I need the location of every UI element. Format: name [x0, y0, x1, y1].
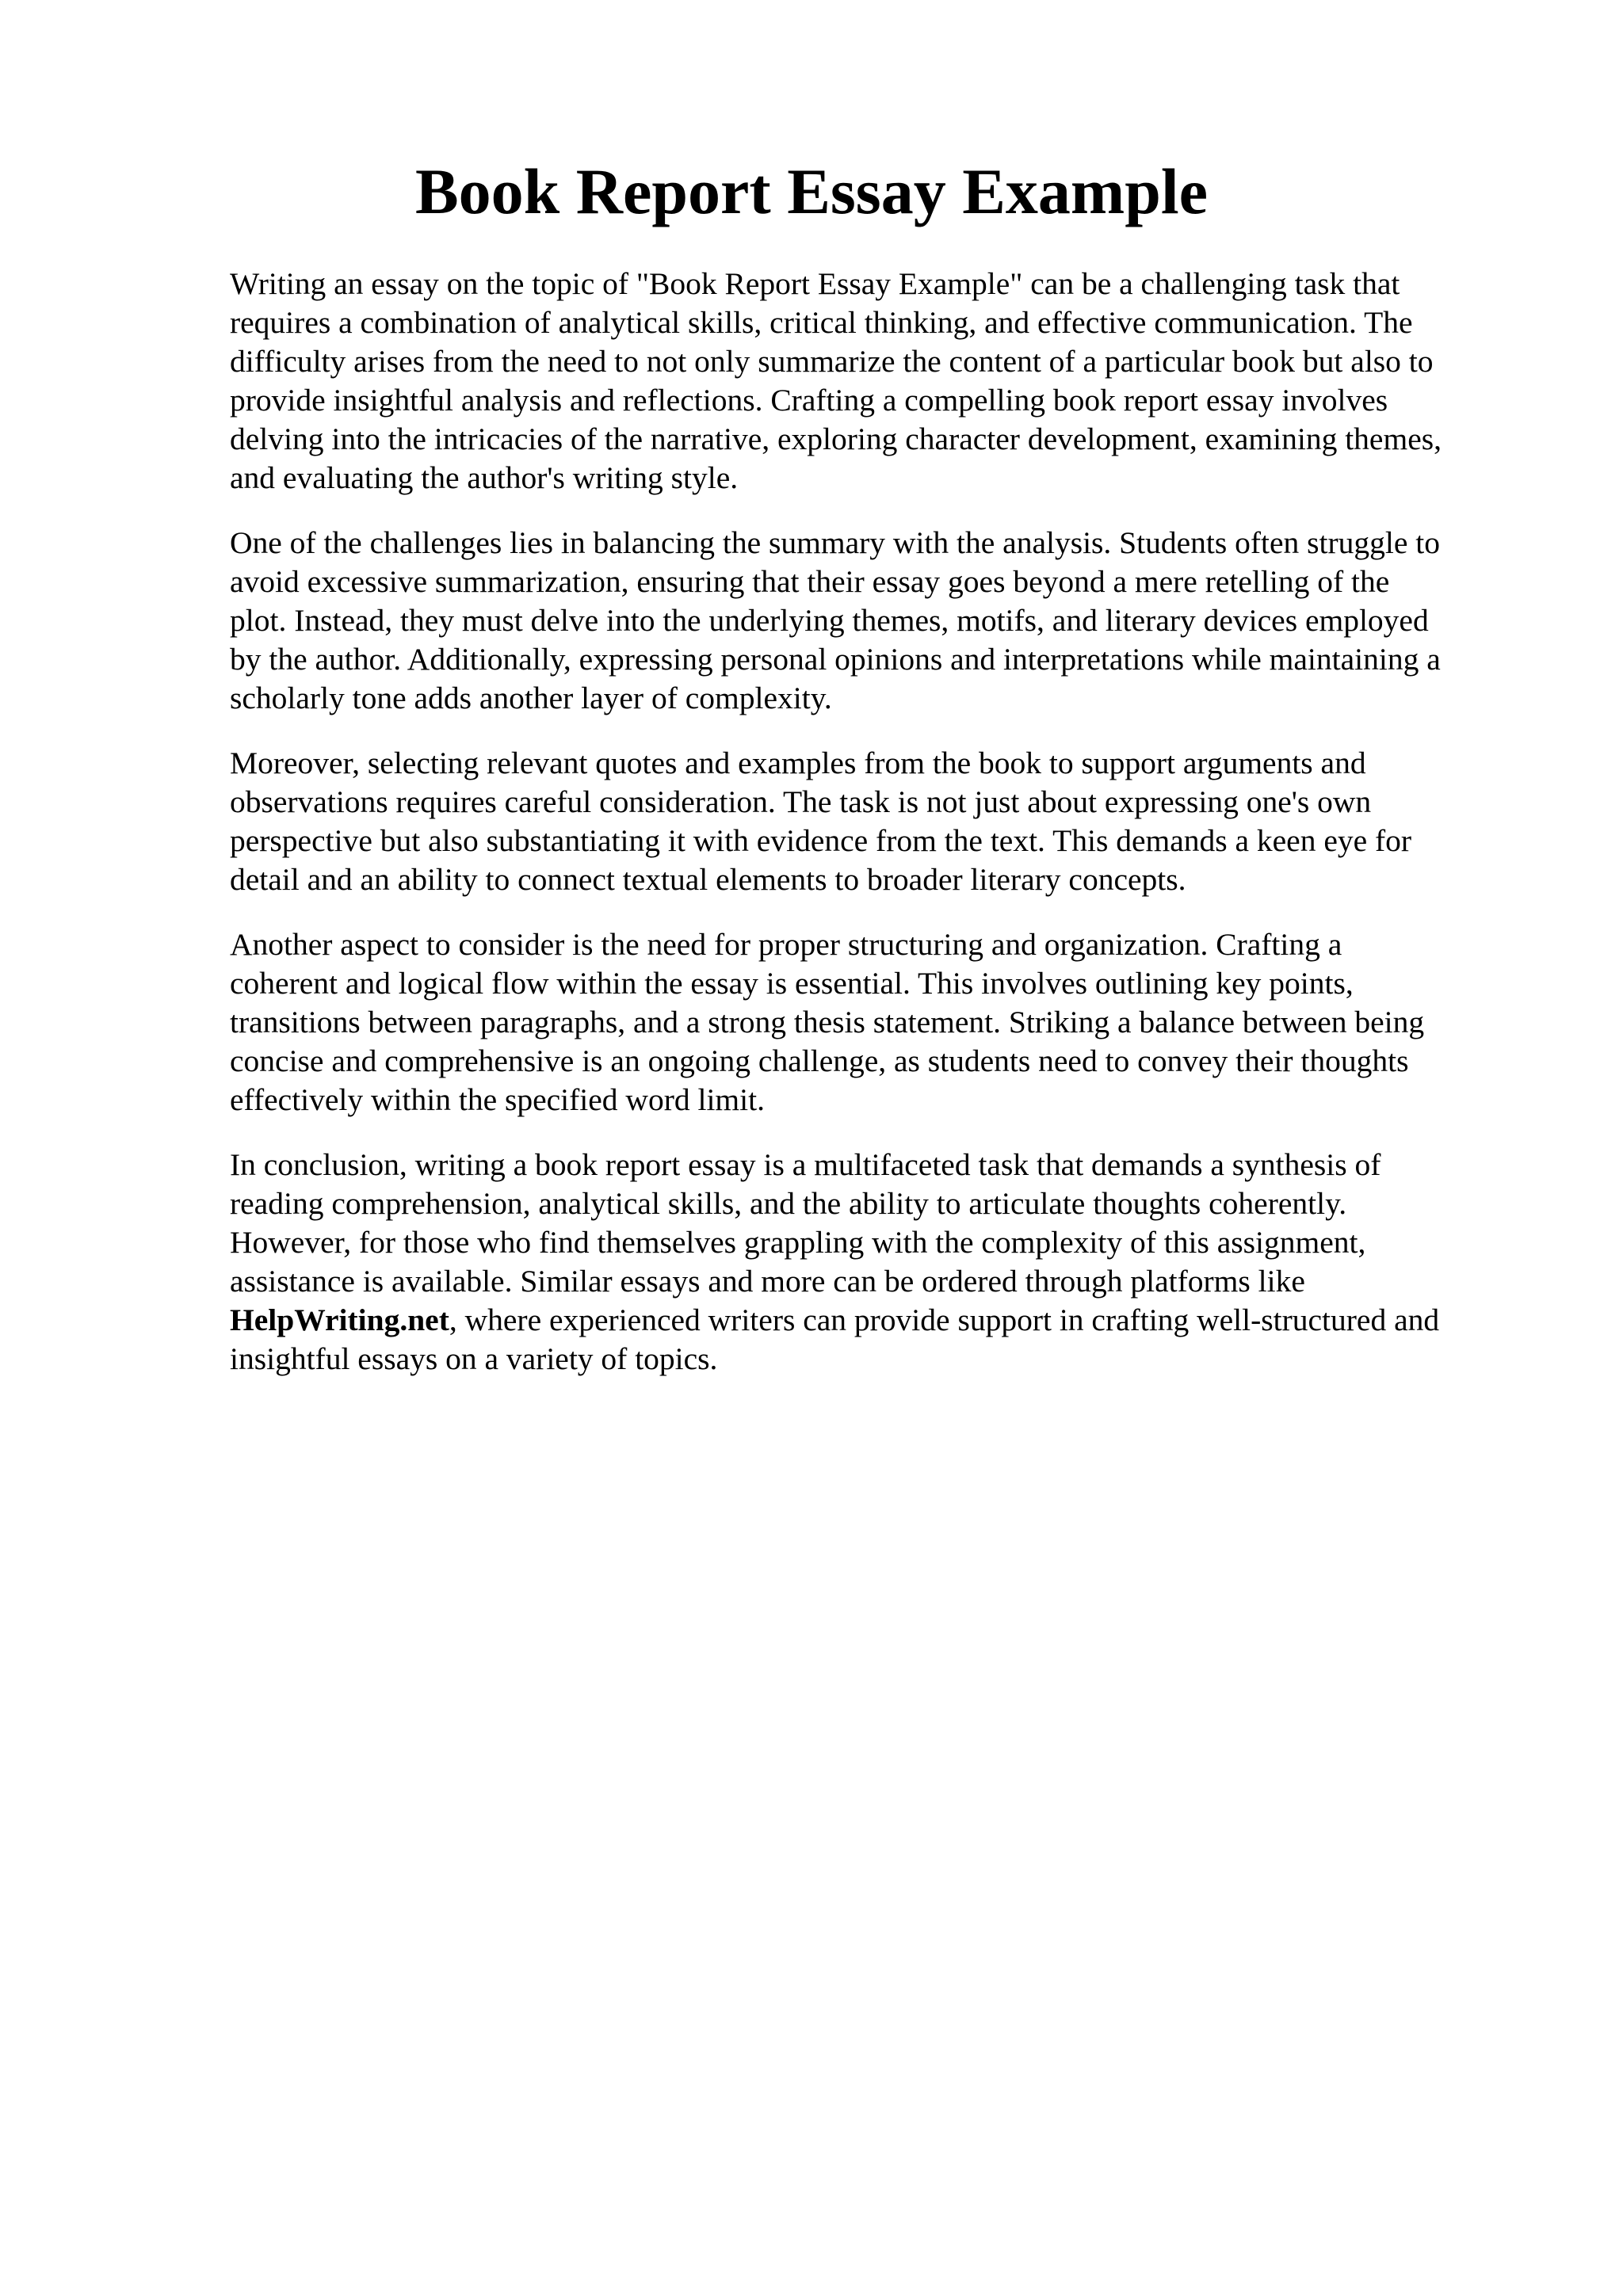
text-line: scholarly tone adds another layer of complexity.	[230, 681, 832, 715]
text-line: perspective but also substantiating it with evidence from the text. This demands a keen eye for	[230, 823, 1412, 858]
document-body	[230, 265, 1514, 1405]
paragraph-4	[230, 925, 1514, 1119]
text-line: plot. Instead, they must delve into the underlying themes, motifs, and literary devices employed	[230, 603, 1429, 638]
text-line: However, for those who find themselves grappling with the complexity of this assignment,	[230, 1225, 1366, 1260]
text-line: insightful essays on a variety of topics.	[230, 1341, 718, 1376]
text-line: avoid excessive summarization, ensuring that their essay goes beyond a mere retelling of the	[230, 564, 1390, 599]
text-line: Moreover, selecting relevant quotes and examples from the book to support arguments and	[230, 746, 1366, 780]
helpwriting-link[interactable]: HelpWriting.net	[230, 1302, 449, 1337]
text-line: requires a combination of analytical skills, critical thinking, and effective communication. The	[230, 305, 1413, 340]
paragraph-1	[230, 265, 1514, 498]
text-line: concise and comprehensive is an ongoing challenge, as students need to convey their thoughts	[230, 1043, 1409, 1078]
text-line: transitions between paragraphs, and a strong thesis statement. Striking a balance between being	[230, 1005, 1425, 1039]
text-line: detail and an ability to connect textual elements to broader literary concepts.	[230, 862, 1186, 897]
paragraph-2	[230, 524, 1514, 718]
text-line: coherent and logical flow within the essay is essential. This involves outlining key points,	[230, 966, 1354, 1001]
text-line: by the author. Additionally, expressing personal opinions and interpretations while maintaining a	[230, 642, 1441, 677]
text-line: Another aspect to consider is the need for proper structuring and organization. Crafting a	[230, 927, 1342, 962]
text-line: Writing an essay on the topic of "Book Report Essay Example" can be a challenging task that	[230, 266, 1400, 301]
text-line: assistance is available. Similar essays and more can be ordered through platforms like	[230, 1264, 1305, 1299]
text-line: observations requires careful consideration. The task is not just about expressing one's own	[230, 784, 1372, 819]
page-title: Book Report Essay Example	[414, 155, 1208, 227]
text-line: One of the challenges lies in balancing the summary with the analysis. Students often struggle to	[230, 525, 1440, 560]
text-fragment: , where experienced writers can provide support in crafting well-structured and	[449, 1302, 1440, 1337]
text-line: reading comprehension, analytical skills, and the ability to articulate thoughts coherently.	[230, 1186, 1347, 1221]
text-line: and evaluating the author's writing style.	[230, 460, 739, 495]
paragraph-5	[230, 1146, 1514, 1379]
text-line: delving into the intricacies of the narrative, exploring character development, examining themes,	[230, 421, 1442, 456]
text-line: In conclusion, writing a book report essay is a multifaceted task that demands a synthesis of	[230, 1147, 1381, 1182]
text-line: difficulty arises from the need to not only summarize the content of a particular book but also to	[230, 344, 1434, 379]
paragraph-3	[230, 744, 1514, 899]
text-line-with-link	[230, 1301, 1514, 1340]
text-line: provide insightful analysis and reflections. Crafting a compelling book report essay involves	[230, 383, 1388, 418]
text-line: effectively within the specified word limit.	[230, 1082, 765, 1117]
